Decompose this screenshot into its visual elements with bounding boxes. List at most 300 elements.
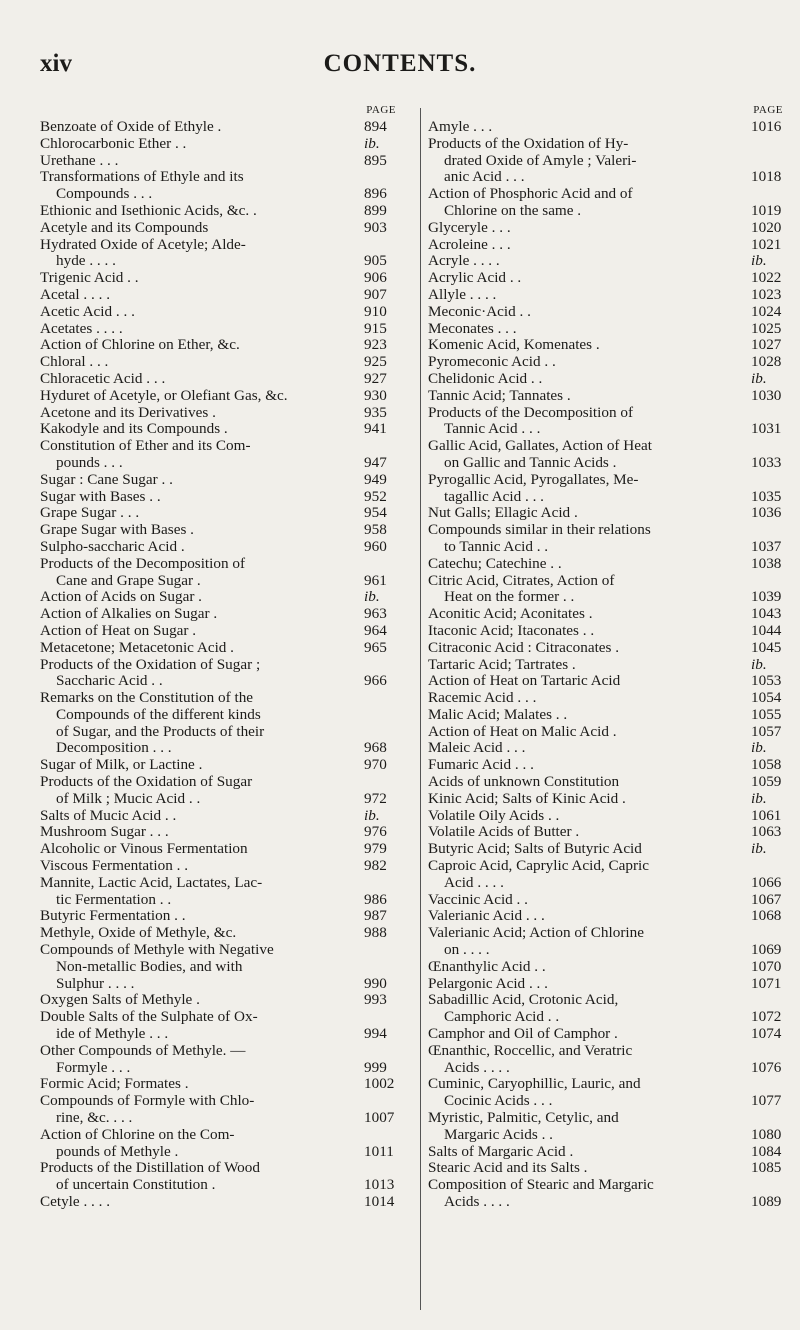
entry-title-line: Acetyle and its Compounds	[40, 219, 209, 236]
entry-page-number: 906	[364, 269, 387, 287]
entry-title-line: Acetic Acid . . .	[40, 303, 135, 320]
toc-entry	[40, 539, 414, 556]
toc-entry	[428, 657, 800, 674]
entry-title-line: Kakodyle and its Compounds .	[40, 421, 228, 438]
toc-entry	[428, 757, 800, 774]
entry-page-number: 1043	[751, 605, 782, 623]
toc-entry	[428, 237, 800, 254]
entry-title-line: Acrylic Acid . .	[428, 270, 522, 287]
toc-entry	[40, 220, 414, 237]
entry-title-line: Products of the Distillation of Wood	[40, 1160, 260, 1177]
toc-entry	[40, 371, 414, 388]
entry-title-line: Trigenic Acid . .	[40, 270, 139, 287]
entry-title-line: Acid . . . .	[444, 874, 504, 891]
toc-entry	[428, 841, 800, 858]
entry-title-line: Tannic Acid; Tannates .	[428, 387, 571, 404]
entry-title-line: Meconates . . .	[428, 320, 517, 337]
entry-title-line: Action of Chlorine on the Com-	[40, 1126, 235, 1143]
entry-title-line: Action of Phosphoric Acid and of	[428, 186, 633, 203]
entry-title-line: Ethionic and Isethionic Acids, &c. .	[40, 202, 257, 219]
entry-title-line: pounds of Methyle .	[56, 1143, 179, 1160]
entry-page-number: 1059	[751, 773, 782, 791]
toc-entry	[40, 606, 414, 623]
entry-title-line: Alcoholic or Vinous Fermentation	[40, 841, 248, 858]
entry-title-line: Acetal . . . .	[40, 286, 111, 303]
toc-entry	[428, 505, 800, 522]
toc-entry	[40, 237, 414, 271]
entry-title-line: Meconic·Acid . .	[428, 303, 531, 320]
entry-page-number: 903	[364, 218, 387, 236]
entry-title-line: Acids of unknown Constitution	[428, 774, 620, 791]
entry-title-line: Sugar of Milk, or Lactine .	[40, 757, 203, 774]
entry-title-line: Products of the Oxidation of Hy-	[428, 135, 629, 152]
toc-entry	[428, 556, 800, 573]
entry-title-line: Other Compounds of Methyle. —	[40, 1042, 246, 1059]
toc-entry	[428, 220, 800, 237]
entry-title-line: Sugar : Cane Sugar . .	[40, 471, 173, 488]
toc-entry	[40, 169, 414, 203]
entry-page-number: ib.	[364, 134, 380, 152]
entry-title-line: Tartaric Acid; Tartrates .	[428, 656, 576, 673]
entry-title-line: Œnanthylic Acid . .	[428, 958, 546, 975]
entry-page-number: 952	[364, 487, 387, 505]
toc-entry	[428, 119, 800, 136]
entry-title-line: Action of Chlorine on Ether, &c.	[40, 337, 240, 354]
entry-page-number: 960	[364, 537, 387, 555]
entry-page-number: 1038	[751, 554, 782, 572]
entry-page-number: 963	[364, 605, 387, 623]
entry-title-line: Oxygen Salts of Methyle .	[40, 992, 200, 1009]
entry-title-line: Cetyle . . . .	[40, 1194, 111, 1210]
entry-page-number: 935	[364, 403, 387, 421]
toc-entry	[428, 707, 800, 724]
toc-entry	[40, 589, 414, 606]
toc-entry	[40, 388, 414, 405]
entry-page-number: 976	[364, 823, 387, 841]
entry-page-number: 930	[364, 386, 387, 404]
entry-title-line: Chelidonic Acid . .	[428, 370, 543, 387]
entry-title-line: Double Salts of the Sulphate of Ox-	[40, 1009, 258, 1026]
entry-page-number: 1045	[751, 638, 782, 656]
entry-title-line: Action of Heat on Sugar .	[40, 622, 197, 639]
entry-title-line: Volatile Oily Acids . .	[428, 807, 560, 824]
entry-page-number: 1089	[751, 1193, 782, 1210]
entry-title-line: Pyrogallic Acid, Pyrogallates, Me-	[428, 471, 639, 488]
entry-page-number: 915	[364, 319, 387, 337]
entry-page-number: 1031	[751, 420, 782, 438]
toc-entry	[428, 573, 800, 607]
entry-title-line: Catechu; Catechine . .	[428, 555, 562, 572]
toc-entry	[428, 186, 800, 220]
toc-entry	[40, 757, 414, 774]
entry-page-number: 1077	[751, 1092, 782, 1110]
entry-page-number: 1002	[364, 1075, 395, 1093]
entry-title-line: on Gallic and Tannic Acids .	[444, 454, 617, 471]
toc-entry	[428, 253, 800, 270]
entry-title-line: Compounds of the different kinds	[56, 706, 261, 723]
toc-entry	[428, 371, 800, 388]
toc-entry	[40, 824, 414, 841]
entry-page-number: 927	[364, 369, 387, 387]
entry-title-line: Caproic Acid, Caprylic Acid, Capric	[428, 858, 650, 875]
toc-entry	[40, 287, 414, 304]
entry-page-number: 941	[364, 420, 387, 438]
toc-entry	[428, 623, 800, 640]
entry-page-number: 999	[364, 1058, 387, 1076]
toc-entry	[428, 1160, 800, 1177]
entry-page-number: 954	[364, 504, 387, 522]
entry-page-number: 1080	[751, 1125, 782, 1143]
entry-title-line: Methyle, Oxide of Methyle, &c.	[40, 925, 237, 942]
entry-page-number: ib.	[751, 655, 767, 673]
page-title: CONTENTS.	[323, 50, 477, 77]
entry-title-line: Aconitic Acid; Aconitates .	[428, 606, 593, 623]
toc-entry	[428, 304, 800, 321]
entry-title-line: Butyric Fermentation . .	[40, 908, 186, 925]
entry-page-number: 1068	[751, 907, 782, 925]
entry-title-line: hyde . . . .	[56, 253, 116, 270]
entry-title-line: Cuminic, Caryophillic, Lauric, and	[428, 1076, 641, 1093]
toc-entry	[428, 808, 800, 825]
column-divider	[420, 108, 421, 1310]
entry-title-line: ide of Methyle . . .	[56, 1026, 169, 1043]
toc-entry	[40, 1009, 414, 1043]
entry-title-line: Urethane . . .	[40, 152, 119, 169]
entry-title-line: Sulphur . . . .	[56, 975, 135, 992]
entry-page-number: 1067	[751, 890, 782, 908]
toc-entry	[40, 556, 414, 590]
page-header	[0, 50, 800, 90]
entry-title-line: Mannite, Lactic Acid, Lactates, Lac-	[40, 874, 263, 891]
toc-entry	[428, 270, 800, 287]
toc-entry	[428, 925, 800, 959]
entry-title-line: Metacetone; Metacetonic Acid .	[40, 639, 234, 656]
entry-title-line: Citric Acid, Citrates, Action of	[428, 572, 615, 589]
toc-entry	[428, 908, 800, 925]
entry-list	[40, 119, 414, 1211]
entry-page-number: 1044	[751, 621, 782, 639]
entry-page-number: 1020	[751, 218, 782, 236]
entry-page-number: 993	[364, 991, 387, 1009]
toc-entry	[40, 774, 414, 808]
toc-entry	[428, 321, 800, 338]
entry-title-line: Allyle . . . .	[428, 286, 497, 303]
toc-entry	[428, 337, 800, 354]
entry-page-number: 1063	[751, 823, 782, 841]
toc-entry	[40, 908, 414, 925]
toc-entry	[40, 405, 414, 422]
entry-title-line: Camphor and Oil of Camphor .	[428, 1026, 618, 1043]
toc-entry	[40, 1160, 414, 1194]
entry-page-number: 1035	[751, 487, 782, 505]
entry-title-line: tagallic Acid . . .	[444, 488, 544, 505]
entry-title-line: Valerianic Acid; Action of Chlorine	[428, 925, 644, 942]
entry-page-number: 1021	[751, 235, 782, 253]
toc-entry	[428, 388, 800, 405]
toc-entry	[428, 959, 800, 976]
toc-entry	[428, 976, 800, 993]
entry-title-line: Formic Acid; Formates .	[40, 1076, 189, 1093]
entry-page-number: 988	[364, 924, 387, 942]
entry-page-number: 964	[364, 621, 387, 639]
toc-entry	[40, 304, 414, 321]
entry-title-line: Transformations of Ethyle and its	[40, 169, 244, 186]
entry-page-number: 1058	[751, 756, 782, 774]
entry-title-line: Grape Sugar with Bases .	[40, 522, 194, 539]
entry-title-line: Citraconic Acid : Citraconates .	[428, 639, 620, 656]
entry-page-number: 1014	[364, 1193, 395, 1210]
toc-entry	[428, 354, 800, 371]
toc-entry	[428, 136, 800, 186]
entry-page-number: ib.	[751, 739, 767, 757]
toc-entry	[428, 1026, 800, 1043]
entry-page-number: 958	[364, 521, 387, 539]
entry-page-number: 905	[364, 252, 387, 270]
entry-page-number: 1011	[364, 1142, 394, 1160]
entry-title-line: Chlorine on the same .	[444, 202, 582, 219]
toc-entry	[428, 992, 800, 1026]
entry-page-number: 1023	[751, 285, 782, 303]
entry-title-line: of uncertain Constitution .	[56, 1177, 216, 1194]
entry-page-number: 1028	[751, 353, 782, 371]
toc-entry	[428, 858, 800, 892]
toc-entry	[40, 1194, 414, 1211]
entry-page-number: 1071	[751, 974, 782, 992]
entry-page-number: 1076	[751, 1058, 782, 1076]
entry-page-number: 1016	[751, 118, 782, 135]
entry-title-line: Komenic Acid, Komenates .	[428, 337, 600, 354]
entry-page-number: 1024	[751, 302, 782, 320]
entry-title-line: Products of the Oxidation of Sugar	[40, 774, 253, 791]
entry-title-line: on . . . .	[444, 942, 490, 959]
toc-entry	[428, 1177, 800, 1211]
entry-title-line: Products of the Decomposition of	[428, 404, 634, 421]
page-number: xiv	[40, 50, 72, 77]
entry-page-number: 1025	[751, 319, 782, 337]
entry-title-line: Stearic Acid and its Salts .	[428, 1160, 588, 1177]
toc-entry	[40, 925, 414, 942]
toc-entry	[40, 808, 414, 825]
entry-title-line: anic Acid . . .	[444, 169, 525, 186]
entry-title-line: Constitution of Ether and its Com-	[40, 438, 251, 455]
entry-title-line: to Tannic Acid . .	[444, 538, 549, 555]
entry-page-number: 970	[364, 756, 387, 774]
entry-title-line: Volatile Acids of Butter .	[428, 824, 580, 841]
toc-entry	[40, 640, 414, 657]
entry-title-line: Salts of Margaric Acid .	[428, 1143, 574, 1160]
entry-title-line: tic Fermentation . .	[56, 891, 172, 908]
toc-entry	[40, 119, 414, 136]
entry-title-line: Fumaric Acid . . .	[428, 757, 534, 774]
entry-title-line: Pyromeconic Acid . .	[428, 354, 556, 371]
entry-title-line: Acids . . . .	[444, 1059, 510, 1076]
toc-entry	[428, 740, 800, 757]
entry-title-line: Remarks on the Constitution of the	[40, 690, 254, 707]
entry-page-number: 965	[364, 638, 387, 656]
entry-title-line: Hyduret of Acetyle, or Olefiant Gas, &c.	[40, 387, 288, 404]
entry-title-line: Compounds . . .	[56, 186, 153, 203]
toc-entry	[428, 472, 800, 506]
entry-title-line: Heat on the former . .	[444, 589, 575, 606]
toc-entry	[40, 203, 414, 220]
entry-title-line: Compounds of Formyle with Chlo-	[40, 1093, 255, 1110]
entry-title-line: of Milk ; Mucic Acid . .	[56, 790, 201, 807]
entry-title-line: Valerianic Acid . . .	[428, 908, 545, 925]
entry-page-number: 990	[364, 974, 387, 992]
entry-title-line: Chloracetic Acid . . .	[40, 370, 166, 387]
entry-title-line: Composition of Stearic and Margaric	[428, 1177, 654, 1194]
entry-page-number: 896	[364, 185, 387, 203]
entry-title-line: pounds . . .	[56, 454, 123, 471]
entry-title-line: Viscous Fermentation . .	[40, 858, 188, 875]
toc-entry	[428, 1043, 800, 1077]
toc-entry	[40, 270, 414, 287]
entry-title-line: Butyric Acid; Salts of Butyric Acid	[428, 841, 642, 858]
entry-page-number: 899	[364, 201, 387, 219]
entry-title-line: Salts of Mucic Acid . .	[40, 807, 177, 824]
page-column-label: PAGE	[753, 104, 783, 116]
entry-page-number: 972	[364, 789, 387, 807]
entry-title-line: Pelargonic Acid . . .	[428, 975, 548, 992]
entry-page-number: ib.	[751, 789, 767, 807]
entry-title-line: Nut Galls; Ellagic Acid .	[428, 505, 578, 522]
entry-page-number: 1066	[751, 873, 782, 891]
toc-entry	[40, 858, 414, 875]
toc-entry	[40, 472, 414, 489]
toc-entry	[40, 136, 414, 153]
entry-title-line: Action of Acids on Sugar .	[40, 589, 202, 606]
entry-page-number: 1061	[751, 806, 782, 824]
toc-entry	[428, 774, 800, 791]
entry-page-number: 1055	[751, 705, 782, 723]
entry-page-number: 894	[364, 118, 387, 135]
entry-page-number: 910	[364, 302, 387, 320]
entry-page-number: 1039	[751, 588, 782, 606]
entry-title-line: Compounds similar in their relations	[428, 522, 651, 539]
toc-entry	[428, 1144, 800, 1161]
entry-page-number: 1037	[751, 537, 782, 555]
entry-title-line: Mushroom Sugar . . .	[40, 824, 169, 841]
toc-entry	[428, 438, 800, 472]
entry-page-number: 979	[364, 840, 387, 858]
entry-page-number: 895	[364, 151, 387, 169]
entry-page-number: 1013	[364, 1176, 395, 1194]
entry-title-line: Acetates . . . .	[40, 320, 123, 337]
entry-title-line: rine, &c. . . .	[56, 1110, 133, 1127]
contents-column-right	[428, 104, 800, 1211]
toc-entry	[40, 489, 414, 506]
toc-entry	[40, 321, 414, 338]
toc-entry	[428, 287, 800, 304]
entry-page-number: 1057	[751, 722, 782, 740]
entry-title-line: Compounds of Methyle with Negative	[40, 942, 274, 959]
entry-title-line: Chloral . . .	[40, 354, 109, 371]
entry-title-line: Amyle . . .	[428, 119, 493, 135]
entry-page-number: 982	[364, 857, 387, 875]
entry-page-number: 986	[364, 890, 387, 908]
toc-entry	[40, 1043, 414, 1077]
entry-title-line: Action of Heat on Malic Acid .	[428, 723, 617, 740]
toc-entry	[40, 1093, 414, 1127]
entry-title-line: Malic Acid; Malates . .	[428, 706, 568, 723]
entry-page-number: 1019	[751, 201, 782, 219]
entry-title-line: drated Oxide of Amyle ; Valeri-	[444, 152, 637, 169]
entry-title-line: Acids . . . .	[444, 1194, 510, 1210]
entry-page-number: 966	[364, 672, 387, 690]
entry-title-line: Formyle . . .	[56, 1059, 131, 1076]
toc-entry	[428, 690, 800, 707]
toc-entry	[428, 1110, 800, 1144]
entry-title-line: Chlorocarbonic Ether . .	[40, 135, 187, 152]
toc-entry	[428, 673, 800, 690]
entry-title-line: Sabadillic Acid, Crotonic Acid,	[428, 992, 619, 1009]
toc-entry	[40, 623, 414, 640]
entry-title-line: Saccharic Acid . .	[56, 673, 163, 690]
entry-title-line: Hydrated Oxide of Acetyle; Alde-	[40, 236, 246, 253]
entry-title-line: Camphoric Acid . .	[444, 1009, 560, 1026]
entry-title-line: Non-metallic Bodies, and with	[56, 958, 243, 975]
entry-title-line: Sulpho-saccharic Acid .	[40, 538, 185, 555]
toc-entry	[40, 657, 414, 691]
toc-entry	[40, 421, 414, 438]
entry-page-number: 1036	[751, 504, 782, 522]
entry-title-line: Margaric Acids . .	[444, 1126, 553, 1143]
entry-page-number: 1072	[751, 1008, 782, 1026]
entry-page-number: 1022	[751, 269, 782, 287]
entry-title-line: Itaconic Acid; Itaconates . .	[428, 622, 595, 639]
entry-title-line: Cane and Grape Sugar .	[56, 572, 201, 589]
entry-page-number: 947	[364, 453, 387, 471]
entry-title-line: Maleic Acid . . .	[428, 740, 526, 757]
toc-entry	[428, 405, 800, 439]
entry-page-number: 1054	[751, 689, 782, 707]
entry-title-line: Vaccinic Acid . .	[428, 891, 528, 908]
contents-column-left	[40, 104, 414, 1211]
toc-entry	[428, 606, 800, 623]
entry-page-number: ib.	[751, 369, 767, 387]
toc-entry	[428, 1076, 800, 1110]
entry-title-line: Decomposition . . .	[56, 740, 172, 757]
entry-title-line: Œnanthic, Roccellic, and Veratric	[428, 1042, 633, 1059]
toc-entry	[40, 690, 414, 757]
entry-page-number: 987	[364, 907, 387, 925]
entry-page-number: 994	[364, 1025, 387, 1043]
toc-entry	[40, 992, 414, 1009]
entry-title-line: Action of Alkalies on Sugar .	[40, 606, 218, 623]
entry-page-number: 1007	[364, 1109, 395, 1127]
entry-page-number: 1084	[751, 1142, 782, 1160]
toc-entry	[40, 505, 414, 522]
entry-page-number: 1027	[751, 336, 782, 354]
entry-title-line: Glyceryle . . .	[428, 219, 511, 236]
toc-entry	[428, 522, 800, 556]
toc-entry	[40, 1127, 414, 1161]
toc-entry	[40, 354, 414, 371]
entry-page-number: 1033	[751, 453, 782, 471]
toc-entry	[40, 522, 414, 539]
entry-title-line: Kinic Acid; Salts of Kinic Acid .	[428, 790, 626, 807]
entry-title-line: Sugar with Bases . .	[40, 488, 161, 505]
entry-page-number: 968	[364, 739, 387, 757]
entry-page-number: 1069	[751, 941, 782, 959]
entry-list	[428, 119, 800, 1211]
entry-title-line: Racemic Acid . . .	[428, 690, 537, 707]
entry-title-line: Cocinic Acids . . .	[444, 1093, 553, 1110]
entry-page-number: 1030	[751, 386, 782, 404]
entry-page-number: ib.	[364, 806, 380, 824]
toc-entry	[40, 438, 414, 472]
entry-title-line: Action of Heat on Tartaric Acid	[428, 673, 621, 690]
